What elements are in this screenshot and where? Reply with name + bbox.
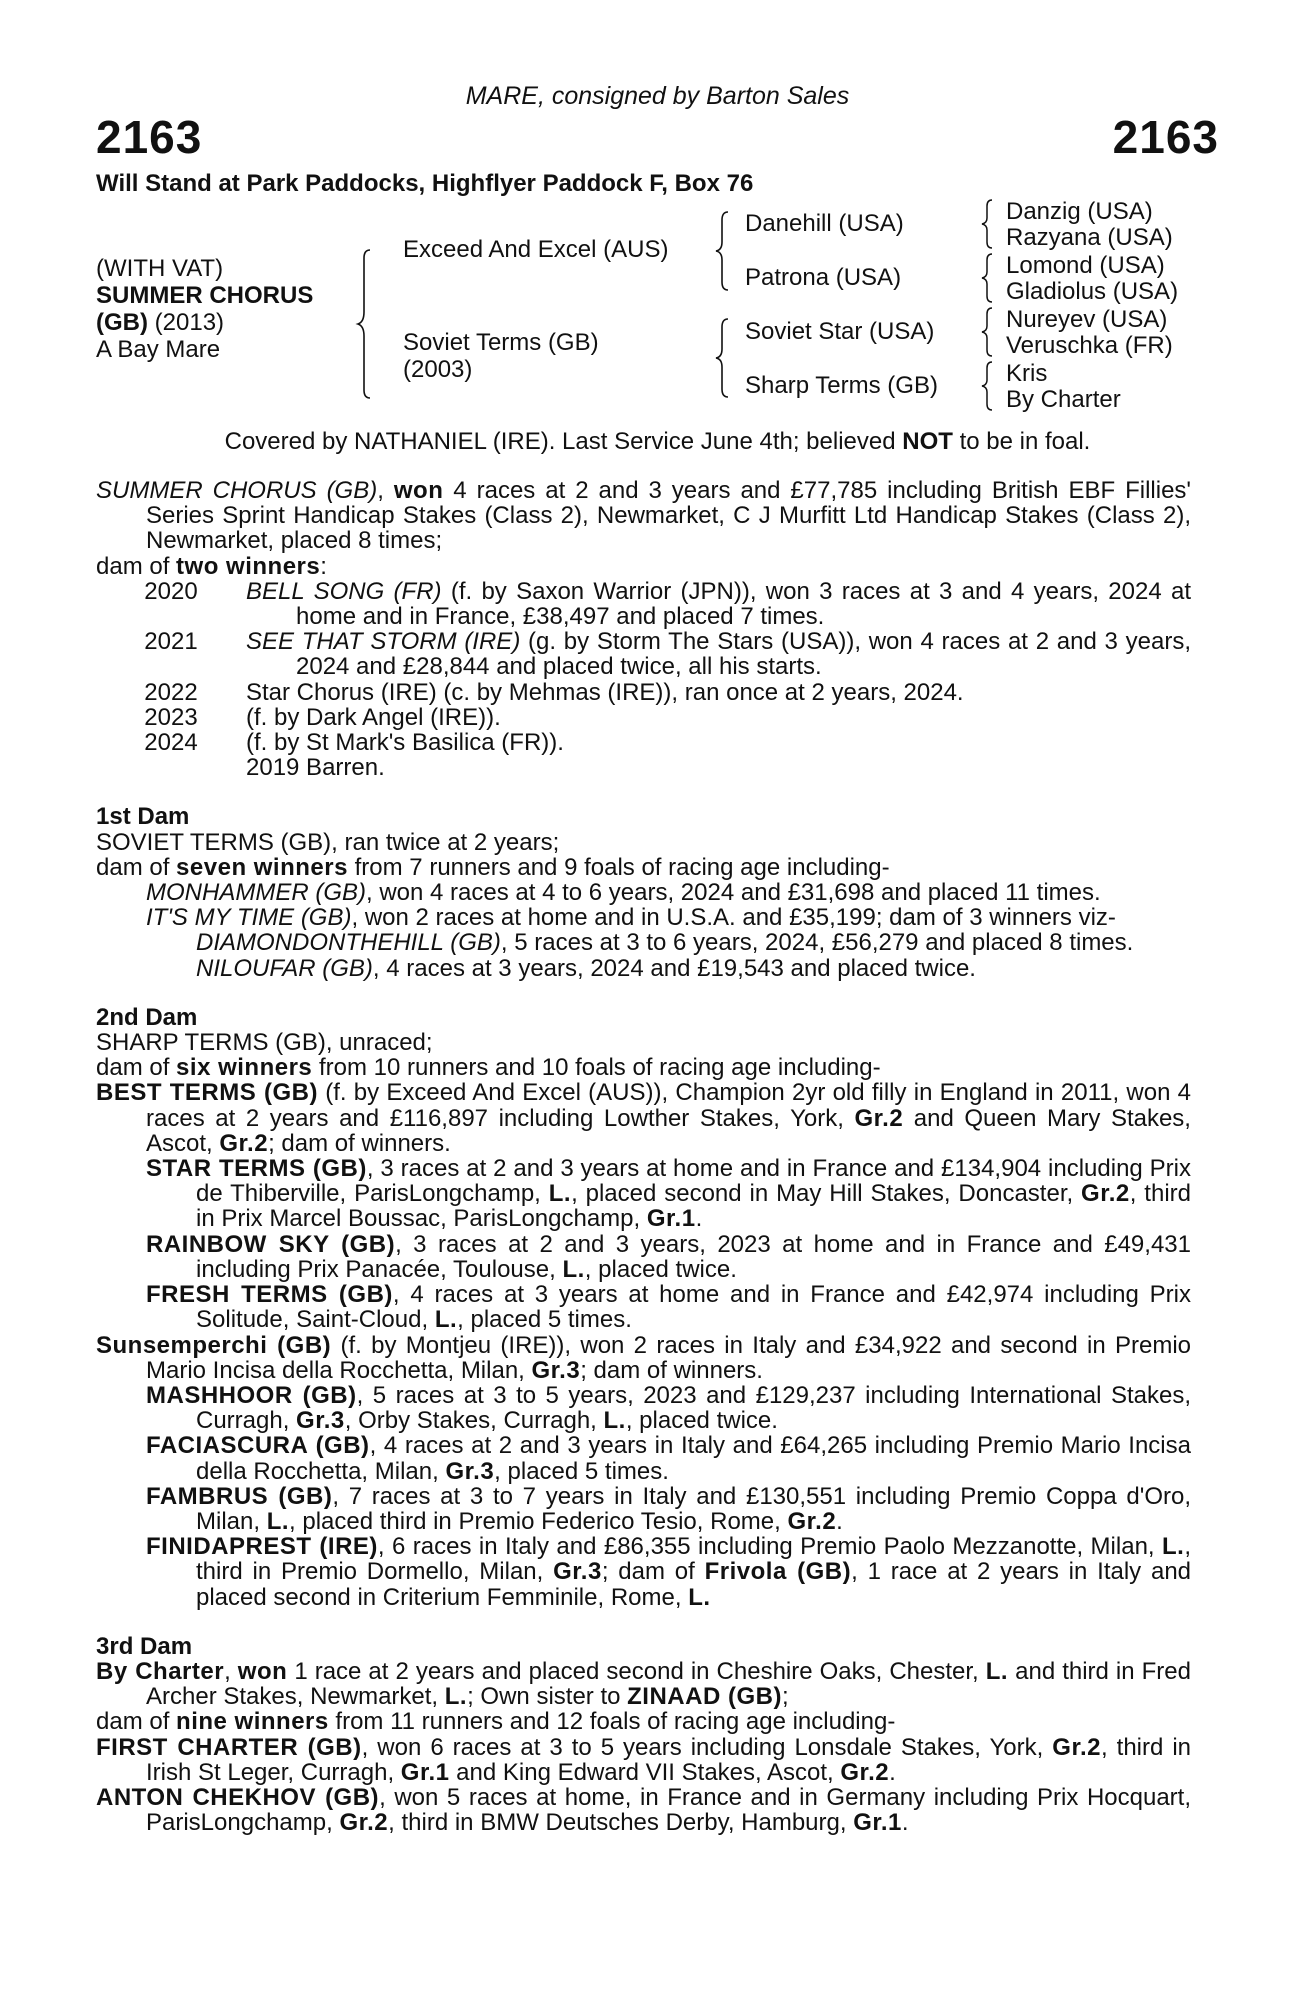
- second-dam-entries: [96, 1080, 1191, 1609]
- second-dam-entry: MASHHOOR (GB), 5 races at 3 to 5 years, 2023 and £129,237 including International Stakes, Curragh, Gr.3, Orby Stakes, Curragh, L., placed twice.: [146, 1381, 1191, 1435]
- produce-row: 2019 Barren.: [246, 754, 385, 782]
- pedigree-gs-1: Danehill (USA): [745, 210, 904, 237]
- pedigree-ggs-4: Gladiolus (USA): [1006, 278, 1179, 305]
- third-dam-entry: ANTON CHEKHOV (GB), won 5 races at home, in France and in Germany including Prix Hocquart, ParisLongchamp, Gr.2, third in BMW Deutsches Derby, Hamburg, Gr.1.: [96, 1783, 1191, 1837]
- pedigree-ggs-7: Kris: [1006, 360, 1048, 387]
- vat-note: (WITH VAT): [96, 255, 224, 282]
- pedigree-ggs-3: Lomond (USA): [1006, 252, 1165, 279]
- horse-description: A Bay Mare: [96, 336, 221, 363]
- first-dam-dam-of: dam of seven winners from 7 runners and 9 foals of racing age including-: [96, 853, 890, 881]
- produce-row: 2021 SEE THAT STORM (IRE) (g. by Storm The Stars (USA)), won 4 races at 2 and 3 years, 2024 and £28,844 and placed twice, all his starts.: [144, 628, 1191, 681]
- first-dam-heading: 1st Dam: [96, 803, 190, 831]
- lot-number-right: 2163: [1112, 111, 1219, 163]
- pedigree-sire: Exceed And Excel (AUS): [403, 236, 669, 263]
- third-dam-dam-of: dam of nine winners from 11 runners and 12 foals of racing age including-: [96, 1708, 896, 1736]
- second-dam-entry: BEST TERMS (GB) (f. by Exceed And Excel (AUS)), Champion 2yr old filly in England in 2011, won 4 races at 2 years and £116,897 including Lowther Stakes, York, Gr.2 and Queen Mary Stakes, Ascot, Gr.2; dam of winners.: [96, 1079, 1191, 1157]
- pedigree-ggs-5: Nureyev (USA): [1006, 306, 1168, 333]
- third-dam-entry: FIRST CHARTER (GB), won 6 races at 3 to 5 years including Lonsdale Stakes, York, Gr.2, third in Irish St Leger, Curragh, Gr.1 and King Edward VII Stakes, Ascot, Gr.2.: [96, 1733, 1192, 1786]
- pedigree-brace-g2: [980, 252, 996, 304]
- produce-row: 2023 (f. by Dark Angel (IRE)).: [144, 703, 501, 731]
- pedigree-ggs-1: Danzig (USA): [1006, 198, 1153, 225]
- pedigree-brace-dam: [714, 317, 734, 399]
- lot-subtitle: MARE, consigned by Barton Sales: [465, 82, 850, 110]
- pedigree-gs-4: Sharp Terms (GB): [745, 372, 938, 399]
- first-dam-entry: IT'S MY TIME (GB), won 2 races at home and in U.S.A. and £35,199; dam of 3 winners viz-: [146, 904, 1116, 932]
- pedigree-ggs-8: By Charter: [1006, 386, 1121, 413]
- second-dam-entry: RAINBOW SKY (GB), 3 races at 2 and 3 years, 2023 at home and in France and £49,431 including Prix Panacée, Toulouse, L., placed twice.: [146, 1230, 1191, 1283]
- second-dam-entry: FINIDAPREST (IRE), 6 races in Italy and £86,355 including Premio Paolo Mezzanotte, Milan, L., third in Premio Dormello, Milan, Gr.3; dam of Frivola (GB), 1 race at 2 years in Italy and placed second in Criterium Femminile, Rome, L.: [146, 1533, 1192, 1611]
- subject-block: [96, 255, 313, 363]
- third-dam-intro: [96, 1659, 1191, 1709]
- pedigree-ggs-2: Razyana (USA): [1006, 224, 1173, 251]
- first-dam-entry: NILOUFAR (GB), 4 races at 3 years, 2024 and £19,543 and placed twice.: [196, 954, 976, 982]
- pedigree-brace-g3: [980, 306, 996, 358]
- produce-row: 2020 BELL SONG (FR) (f. by Saxon Warrior (JPN)), won 3 races at 3 and 4 years, 2024 at home and in France, £38,497 and placed 7 times.: [144, 577, 1192, 631]
- produce-dam-of: dam of two winners:: [96, 552, 327, 580]
- horse-name: SUMMER CHORUS: [96, 282, 314, 309]
- second-dam-entry: FRESH TERMS (GB), 4 races at 3 years at home and in France and £42,974 including Prix Solitude, Saint-Cloud, L., placed 5 times.: [146, 1281, 1191, 1334]
- pedigree-brace-g1: [980, 198, 996, 250]
- pedigree-gs-3: Soviet Star (USA): [745, 318, 935, 345]
- third-dam-entries: [96, 1735, 1191, 1836]
- third-dam-heading: 3rd Dam: [96, 1632, 193, 1660]
- second-dam-entry: Sunsemperchi (GB) (f. by Montjeu (IRE)), won 2 races in Italy and £34,922 and second in Premio Mario Incisa della Rocchetta, Milan, Gr.3; dam of winners.: [96, 1331, 1191, 1384]
- second-dam-entry: FAMBRUS (GB), 7 races at 3 to 7 years in Italy and £130,551 including Premio Coppa d'Oro, Milan, L., placed third in Premio Federico Tesio, Rome, Gr.2.: [146, 1482, 1191, 1535]
- produce-row: 2024 (f. by St Mark's Basilica (FR)).: [144, 729, 564, 757]
- first-dam-entry: DIAMONDONTHEHILL (GB), 5 races at 3 to 6 years, 2024, £56,279 and placed 8 times.: [196, 929, 1134, 957]
- pedigree-gs-2: Patrona (USA): [745, 264, 902, 291]
- pedigree-brace-g4: [980, 360, 996, 412]
- second-dam-dam-of: dam of six winners from 10 runners and 10 foals of racing age including-: [96, 1054, 881, 1082]
- pedigree-brace-sire: [714, 210, 734, 292]
- second-dam-heading: 2nd Dam: [96, 1003, 198, 1031]
- catalogue-body: [96, 478, 1191, 1835]
- first-dam-summary: SOVIET TERMS (GB), ran twice at 2 years;: [96, 828, 560, 856]
- pedigree-ggs-6: Veruschka (FR): [1006, 332, 1173, 359]
- third-dam-summary: By Charter, won 1 race at 2 years and placed second in Cheshire Oaks, Chester, L. and third in Fred Archer Stakes, Newmarket, L.; Own sister to ZINAAD (GB);: [96, 1657, 1191, 1711]
- stand-location: Will Stand at Park Paddocks, Highflyer Paddock F, Box 76: [96, 170, 754, 197]
- covered-statement: Covered by NATHANIEL (IRE). Last Service June 4th; believed NOT to be in foal.: [224, 428, 1091, 455]
- pedigree-dam: Soviet Terms (GB) (2003): [403, 329, 599, 383]
- lot-number-left: 2163: [96, 111, 203, 163]
- produce-intro: SUMMER CHORUS (GB), won 4 races at 2 and 3 years and £77,785 including British EBF Fillies' Series Sprint Handicap Stakes (Class 2), Newmarket, C J Murfitt Ltd Handicap Stakes (Class 2), Newmarket, placed 8 times;: [96, 477, 1191, 555]
- second-dam-summary: SHARP TERMS (GB), unraced;: [96, 1029, 433, 1057]
- produce-row: 2022 Star Chorus (IRE) (c. by Mehmas (IRE)), ran once at 2 years, 2024.: [144, 678, 964, 706]
- second-dam-entry: FACIASCURA (GB), 4 races at 2 and 3 years in Italy and £64,265 including Premio Mario Incisa della Rocchetta, Milan, Gr.3, placed 5 times.: [146, 1432, 1191, 1485]
- horse-origin: (GB) (2013): [96, 309, 225, 336]
- pedigree-brace-main: [356, 248, 376, 400]
- first-dam-entry: MONHAMMER (GB), won 4 races at 4 to 6 years, 2024 and £31,698 and placed 11 times.: [146, 879, 1101, 907]
- second-dam-entry: STAR TERMS (GB), 3 races at 2 and 3 years at home and in France and £134,904 including Prix de Thiberville, ParisLongchamp, L., placed second in May Hill Stakes, Doncaster, Gr.2, third in Prix Marcel Boussac, ParisLongchamp, Gr.1.: [146, 1155, 1191, 1233]
